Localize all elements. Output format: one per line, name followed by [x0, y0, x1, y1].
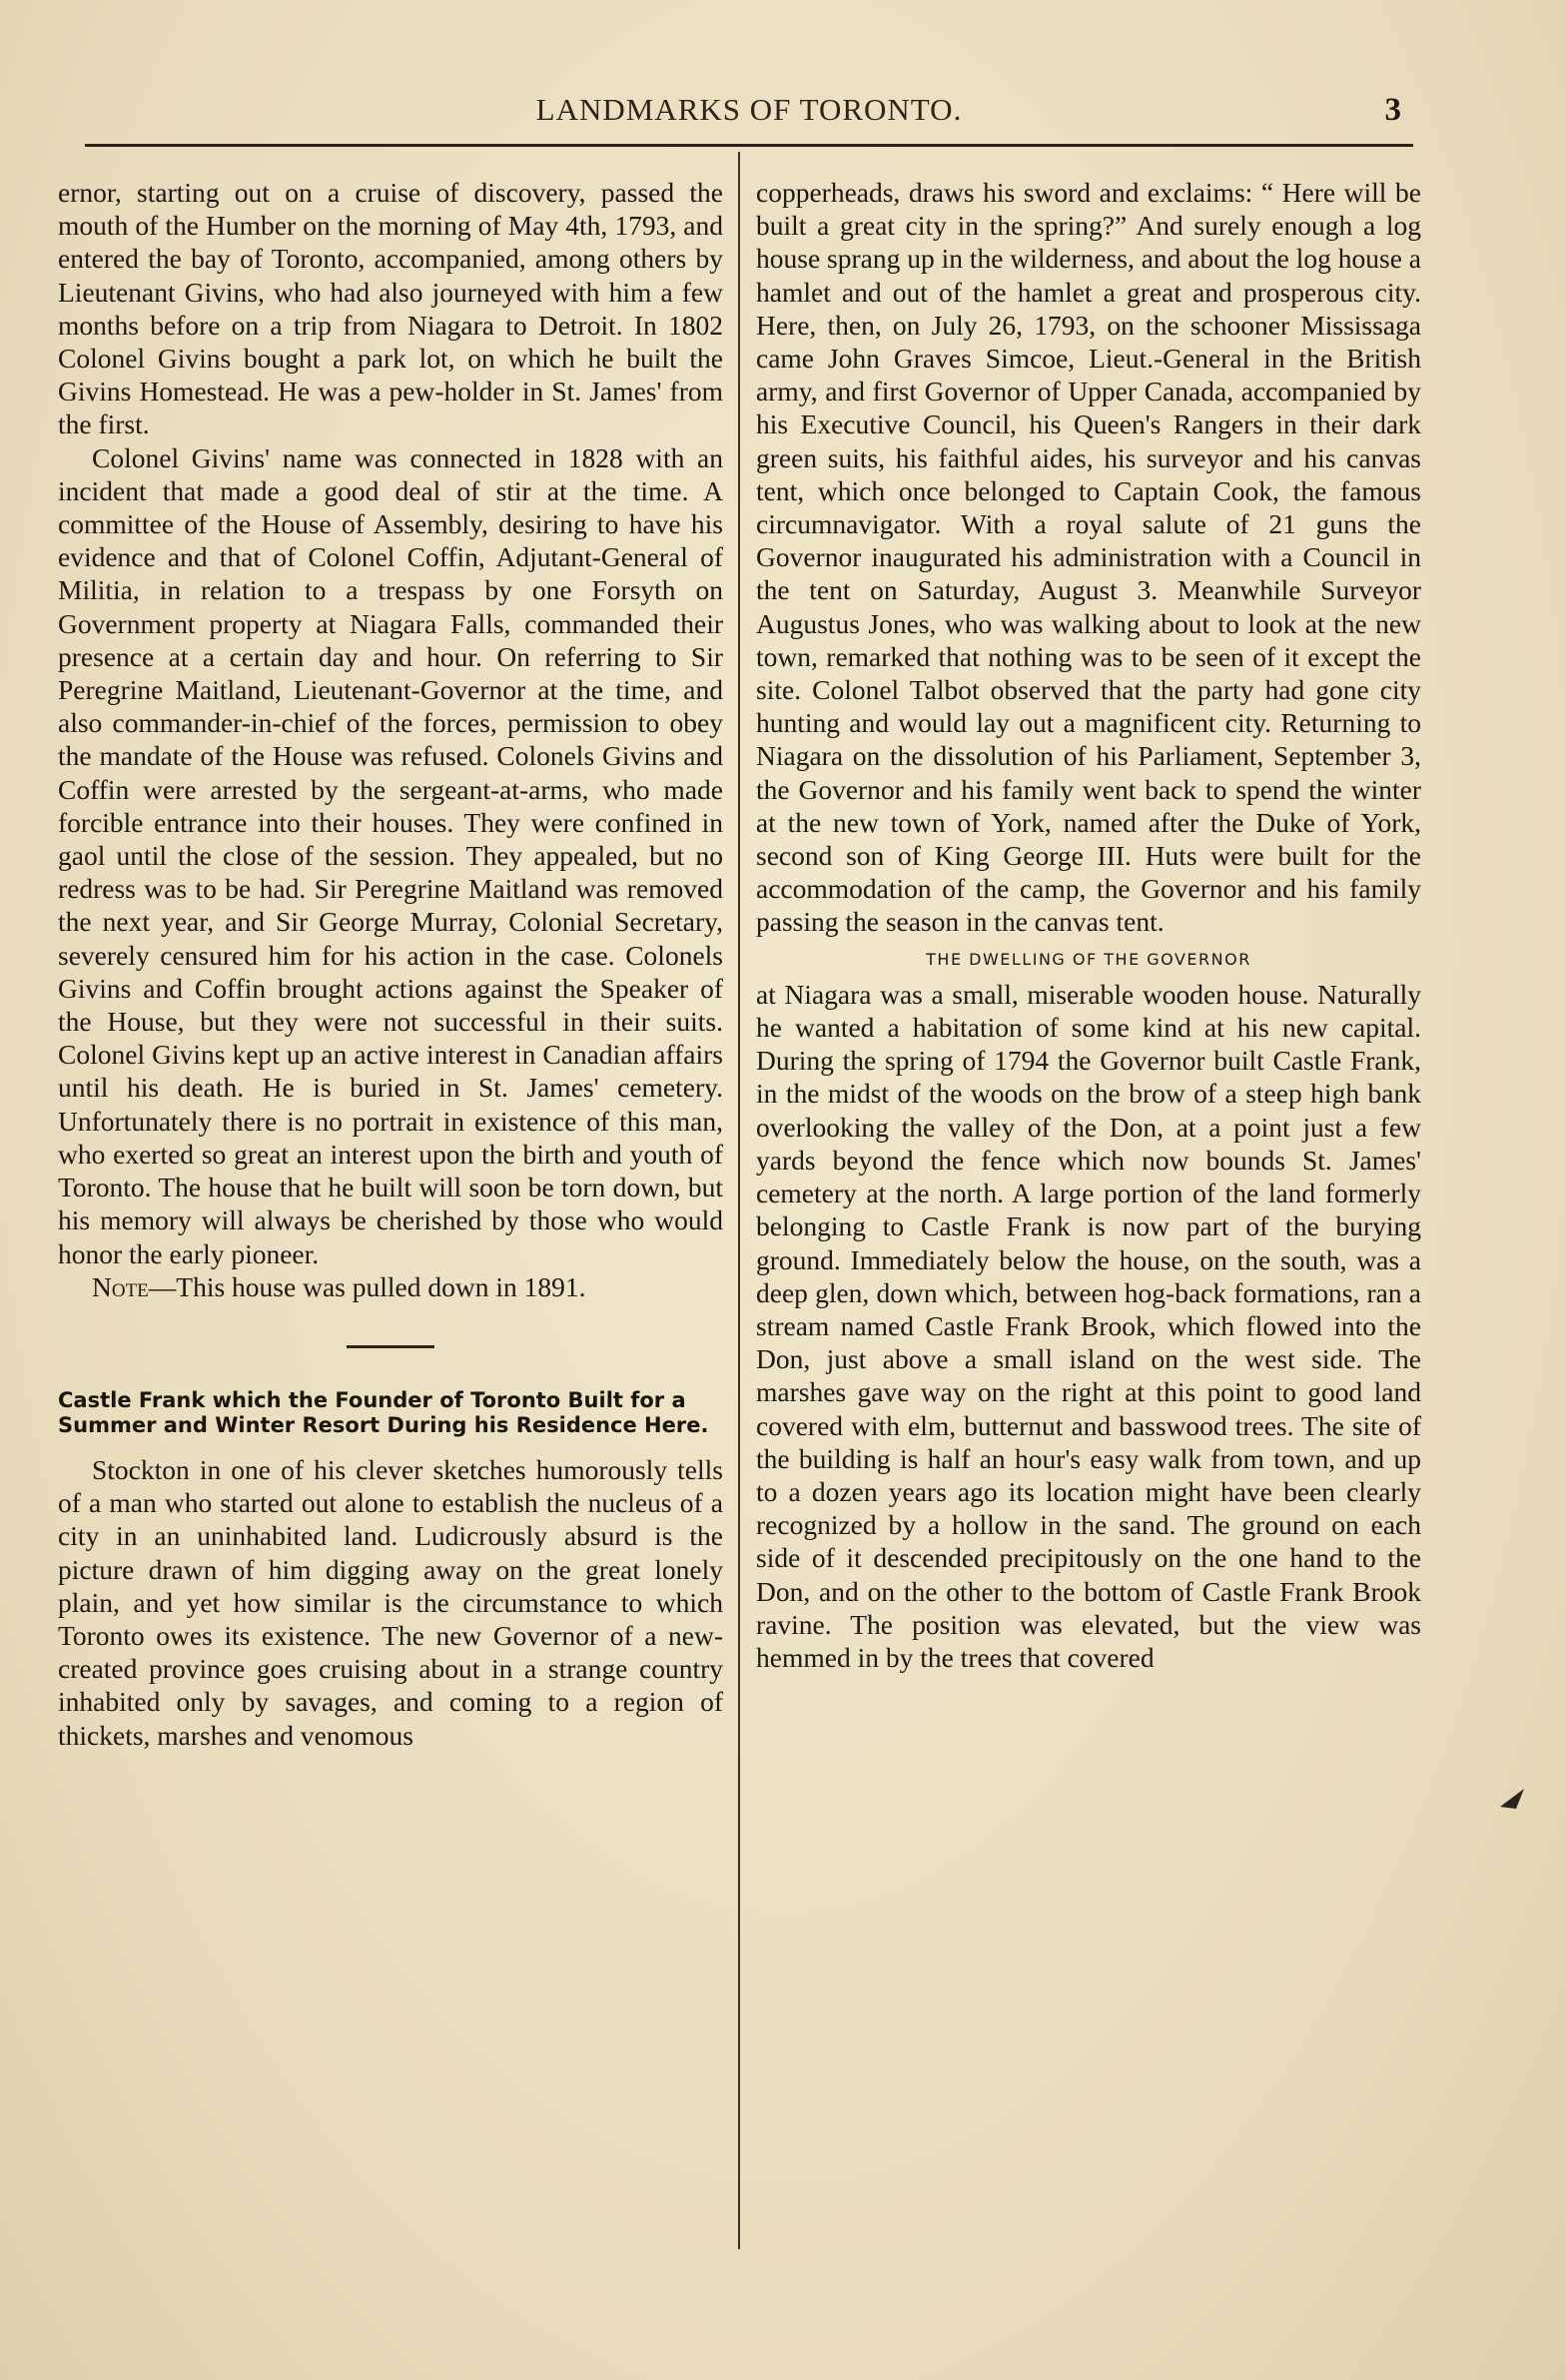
- paragraph: at Niagara was a small, miserable wooden house. Naturally he wanted a habitation of some kind at his new capital. During the spring of 1794 the Governor built Castle Frank, in the midst of the woods on the brow of a steep high bank overlooking the valley of the Don, at a point just a few yards beyond the fence which now bounds St. James' cemetery at the north. A large portion of the land formerly belonging to Castle Frank is now part of the burying ground. Immediately below the house, on the south, was a deep glen, down which, between hog-back formations, ran a stream named Castle Frank Brook, which flowed into the Don, just above a small island on the west side. The marshes gave way on the right at this point to good land covered with elm, butternut and basswood trees. The site of the building is half an hour's easy walk from town, and up to a dozen years ago its location might have been clearly recognized by a hollow in the sand. The ground on each side of it descended precipitously on the one hand to the Don, and on the other to the bottom of Castle Frank Brook ravine. The position was elevated, but the view was hemmed in by the trees that covered: [756, 978, 1421, 1673]
- note-paragraph: [58, 1270, 723, 1303]
- margin-mark-icon: [1498, 1785, 1526, 1813]
- page-number: 3: [1384, 92, 1401, 128]
- note-label: Note: [92, 1270, 149, 1302]
- paragraph: Stockton in one of his clever sketches humorously tells of a man who started out alone to establish the nucleus of a city in an uninhabited land. Ludicrously absurd is the picture drawn of him digging away on the great lonely plain, and yet how similar is the circumstance to which Toronto owes its existence. The new Governor of a new-created province goes cruising about in a strange country inhabited only by savages, and coming to a region of thickets, marshes and venomous: [58, 1453, 723, 1751]
- section-heading: Castle Frank which the Founder of Toronto Built for a Summer and Winter Resort During his Residence Here.: [58, 1387, 709, 1438]
- column-divider: [738, 152, 740, 2249]
- paragraph: ernor, starting out on a cruise of discovery, passed the mouth of the Humber on the morning of May 4th, 1793, and entered the bay of Toronto, accompanied, among others by Lieutenant Givins, who had also journeyed with him a few months before on a trip from Niagara to Detroit. In 1802 Colonel Givins bought a park lot, on which he built the Givins Homestead. He was a pew-holder in St. James' from the first.: [58, 177, 723, 440]
- note-text: —This house was pulled down in 1891.: [148, 1270, 586, 1302]
- page-header: [85, 92, 1413, 140]
- paragraph: Colonel Givins' name was connected in 1828 with an incident that made a good deal of stir at the time. A committee of the House of Assembly, desiring to have his evidence and that of Colonel Coffin, Adjutant-General of Militia, in relation to a trespass by one Forsyth on Government property at Niagara Falls, commanded their presence at a certain day and hour. On referring to Sir Peregrine Maitland, Lieutenant-Governor at the time, and also commander-in-chief of the forces, permission to obey the mandate of the House was refused. Colonels Givins and Coffin were arrested by the sergeant-at-arms, who made forcible entrance into their houses. They were confined in gaol until the close of the session. They appealed, but no redress was to be had. Sir Peregrine Maitland was removed the next year, and Sir George Murray, Colonial Secretary, severely censured him for his action in the case. Colonels Givins and Coffin brought actions against the Speaker of the House, but they were not successful in their suits. Colonel Givins kept up an active interest in Canadian affairs until his death. He is buried in St. James' cemetery. Unfortunately there is no portrait in existence of this man, who exerted so great an interest upon the birth and youth of Toronto. The house that he built will soon be torn down, but his memory will always be cherished by those who would honor the early pioneer.: [58, 441, 723, 1269]
- paragraph: copperheads, draws his sword and exclaims: “ Here will be built a great city in the spring?” And surely enough a log house sprang up in the wilderness, and about the log house a hamlet and out of the hamlet a great and prosperous city. Here, then, on July 26, 1793, on the schooner Mississaga came John Graves Simcoe, Lieut.-General in the British army, and first Governor of Upper Canada, accompanied by his Executive Council, his Queen's Rangers in their dark green suits, his faithful aides, his surveyor and his canvas tent, which once belonged to Captain Cook, the famous circumnavigator. With a royal salute of 21 guns the Governor inaugurated his administration with a Council in the tent on Saturday, August 3. Meanwhile Surveyor Augustus Jones, who was walking about to look at the new town, remarked that nothing was to be seen of it except the site. Colonel Talbot observed that the party had gone city hunting and would lay out a magnificent city. Returning to Niagara on the dissolution of his Parliament, September 3, the Governor and his family went back to spend the winter at the new town of York, named after the Duke of York, second son of King George III. Huts were built for the accommodation of the camp, the Governor and his family passing the season in the canvas tent.: [756, 177, 1421, 938]
- running-title: LANDMARKS OF TORONTO.: [535, 92, 963, 127]
- left-column: [58, 176, 723, 1752]
- right-column: [756, 176, 1421, 1674]
- header-rule: [85, 144, 1413, 147]
- section-divider: [347, 1345, 434, 1348]
- subheading: THE DWELLING OF THE GOVERNOR: [926, 949, 1251, 969]
